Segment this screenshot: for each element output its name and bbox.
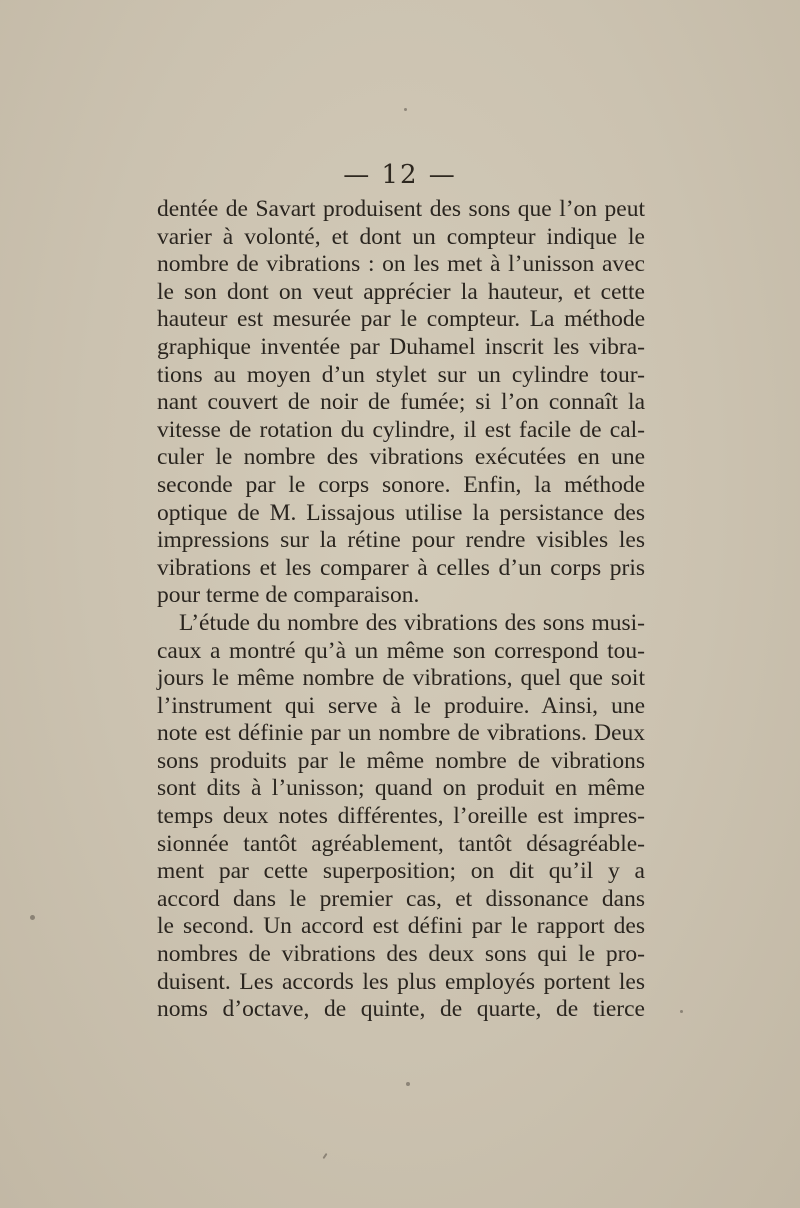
text-line: le second. Un accord est défini par le rapport des	[157, 913, 645, 940]
text-line: noms d’octave, de quinte, de quarte, de tierce	[157, 996, 645, 1023]
paper-speck	[404, 108, 407, 111]
text-line: l’instrument qui serve à le produire. Ainsi, une	[157, 692, 645, 719]
text-line: vitesse de rotation du cylindre, il est facile de cal-	[157, 416, 645, 443]
text-line: tions au moyen d’un stylet sur un cylindre tour-	[157, 361, 645, 388]
text-line: dentée de Savart produisent des sons que l’on peut	[157, 196, 645, 222]
page-number: — 12 —	[343, 160, 457, 190]
text-line: hauteur est mesurée par le compteur. La méthode	[157, 306, 645, 333]
text-line: nombre de vibrations : on les met à l’unisson avec	[157, 251, 645, 278]
text-line: graphique inventée par Duhamel inscrit les vibra-	[157, 333, 645, 360]
text-line: caux a montré qu’à un même son correspond tou-	[157, 637, 645, 664]
text-line: accord dans le premier cas, et dissonance dans	[157, 885, 645, 912]
text-line: sont dits à l’unisson; quand on produit en même	[157, 775, 645, 802]
text-line: varier à volonté, et dont un compteur indique le	[157, 223, 645, 250]
text-line: le son dont on veut apprécier la hauteur, et cette	[157, 278, 645, 305]
paper-speck	[406, 1082, 410, 1086]
paper-speck	[30, 915, 35, 920]
text-line: duisent. Les accords les plus employés portent les	[157, 968, 645, 995]
text-line: temps deux notes différentes, l’oreille est impres-	[157, 803, 645, 830]
text-line: nombres de vibrations des deux sons qui le pro-	[157, 941, 645, 968]
text-line: sons produits par le même nombre de vibrations	[157, 747, 645, 774]
text-line: note est définie par un nombre de vibrations. Deux	[157, 720, 645, 747]
paper-speck	[322, 1153, 327, 1159]
text-line: vibrations et les comparer à celles d’un corps pris	[157, 554, 645, 581]
text-line: optique de M. Lissajous utilise la persistance des	[157, 499, 645, 526]
text-line: sionnée tantôt agréablement, tantôt désagréable-	[157, 830, 645, 857]
text-line: nant couvert de noir de fumée; si l’on connaît la	[157, 389, 645, 416]
text-line: impressions sur la rétine pour rendre visibles les	[157, 527, 645, 554]
body-text	[157, 196, 645, 1024]
text-line: ment par cette superposition; on dit qu’il y a	[157, 858, 645, 885]
paragraph-start-line: L’étude du nombre des vibrations des sons musi-	[179, 609, 645, 636]
paper-speck	[680, 1010, 683, 1013]
text-line: culer le nombre des vibrations exécutées en une	[157, 444, 645, 471]
text-line: seconde par le corps sonore. Enfin, la méthode	[157, 471, 645, 498]
paragraph-end-line: pour terme de comparaison.	[157, 582, 420, 609]
text-line: jours le même nombre de vibrations, quel que soit	[157, 665, 645, 692]
